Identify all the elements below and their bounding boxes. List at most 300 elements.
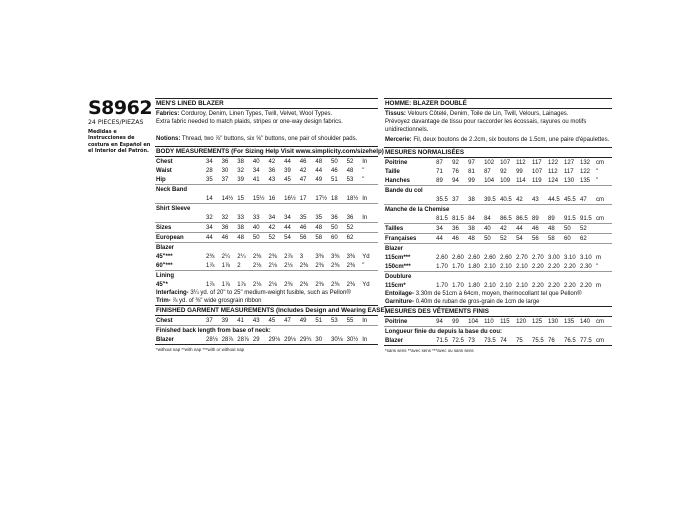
fr-neck-values-label [384,195,436,205]
en-european-value: 56 [300,233,316,243]
en-blazer-45-value: 3⅜ [330,253,340,260]
en-body-0-row [155,157,378,166]
fr-lining-115-unit: m [595,282,601,289]
en-sleeve-values-value: 34 [268,214,276,221]
fr-sizes-value: 48 [548,224,564,234]
en-blazer-45-value: 2⅜ [268,253,277,260]
en-sizes-value: 50 [331,223,347,233]
fr-blazer-115-value: 3.10 [580,254,592,261]
en-neck-values-value: 16 [268,195,276,202]
fr-trim-label: Garniture- [385,299,415,305]
en-finished-blazer-value: 30½ [346,336,359,343]
en-european-row [155,233,378,243]
fr-neck-values-unit: cm [595,196,604,203]
en-blazer-45-unit: Yd [362,253,370,260]
fr-neck-values-value: 37 [452,196,459,203]
fr-european-value: 54 [516,234,532,244]
en-finished-chest-value: 47 [284,317,291,324]
en-sleeve-values-value: 32 [221,214,229,221]
en-sizes-row [155,223,378,233]
fr-body-header: MESURES NORMALISÉES [384,148,612,158]
fr-european-value: 62 [580,234,596,244]
en-finished-blazer-label: Blazer [156,336,175,343]
fr-blazer-150-unit: " [595,263,599,270]
fr-body-2-value: 130 [564,177,575,184]
en-finished-blazer-value: 29¾ [299,336,312,343]
fr-sleeve-section-row [384,205,612,215]
en-back-length-section-label: Finished back length from base of neck: [155,326,378,336]
fr-finished-chest-value: 130 [548,318,559,325]
en-body-0-unit: In [362,158,368,165]
en-european-unit [362,233,378,243]
fr-fabrics [384,109,612,134]
en-lining-45-label: 45"* [156,281,168,288]
fr-blazer-115-value: 2.70 [532,254,544,261]
en-blazer-45-label: 45"*** [156,253,173,260]
fr-sizes-unit [596,224,612,234]
en-finished-blazer-value: 28⅞ [221,336,234,343]
fr-body-0-value: 127 [564,159,575,166]
fr-finished-blazer-value: 71.5 [436,337,448,344]
fr-neck-section-label: Bande du col [384,186,612,196]
fr-lining-115-label: 115cm* [385,282,406,289]
en-finished-chest-value: 55 [346,317,354,324]
fr-finished-chest-value: 104 [468,318,479,325]
fr-finished-chest-value: 110 [484,318,494,325]
fr-european-unit [596,234,612,244]
fr-neck-values-value: 47 [580,196,587,203]
en-neck-values-value: 15½ [252,195,265,202]
en-body-0-value: 40 [252,158,260,165]
en-sleeve-section-label: Shirt Sleeve [155,204,378,214]
fr-body-1-label: Taille [385,168,400,175]
en-finished-blazer-value: 28⅛ [205,336,218,343]
fr-body-1-row [384,167,612,176]
en-body-2-value: 49 [315,176,323,183]
en-interfacing [155,289,378,297]
en-body-0-value: 46 [299,158,307,165]
en-sleeve-values-label [155,213,206,223]
fr-fabrics-extra: Prévoyez davantage de tissu pour raccorder les écossais, rayures ou motifs unidirectionnels. [385,119,587,133]
fr-neck-values-value: 40.5 [500,196,512,203]
en-blazer-60-value: 1⅞ [221,262,230,269]
en-finished-chest-value: 53 [330,317,338,324]
fr-lining-115-value: 2.20 [532,282,544,289]
spanish-note: Medidas e Instrucciones de costura en Español en el Interior del Patrón. [88,129,151,155]
fr-finished-chest-value: 140 [580,318,591,325]
fr-finished-chest-value: 99 [452,318,459,325]
fr-lining-115-value: 1.70 [436,282,448,289]
fr-blazer-115-value: 2.60 [468,254,480,261]
en-finished-blazer-value: 29 [252,336,260,343]
fr-lining-115-value: 2.10 [516,282,528,289]
fr-blazer-150-value: 2.10 [484,263,496,270]
fr-european-value: 44 [436,234,452,244]
fr-blazer-150-value: 1.80 [468,263,480,270]
fr-european-value: 58 [548,234,564,244]
fr-lining-115-value: 2.20 [580,282,592,289]
en-body-1-value: 34 [252,167,260,174]
en-blazer-45-value: 3⅜ [346,253,355,260]
en-body-header: BODY MEASUREMENTS (For Sizing Help Visit www.simplicity.com/sizehelp) [156,148,384,155]
french-column [384,98,612,355]
fr-sleeve-values-row [384,214,612,224]
en-body-2-row [155,175,378,185]
en-sizes-value: 44 [284,223,300,233]
en-footnote: *without nap **with nap ***with or without nap [156,347,245,352]
en-blazer-60-unit: " [362,262,365,269]
pattern-code-block [88,98,154,155]
fr-blazer-section-label: Blazer [384,244,612,254]
en-sleeve-section-row [155,204,378,214]
en-body-2-value: 53 [346,176,354,183]
en-blazer-section-row [155,243,378,253]
fr-lining-115-value: 2.10 [500,282,512,289]
en-blazer-60-value: 2 [237,262,241,269]
fr-sleeve-values-label [384,214,436,224]
en-blazer-60-value: 2⅛ [284,262,293,269]
fr-body-0-value: 107 [500,159,511,166]
fr-lining-section-label: Doublure [384,272,612,282]
en-sleeve-values-value: 35 [315,214,323,221]
fr-body-0-value: 87 [436,159,443,166]
en-blazer-60-value: 2⅛ [268,262,277,269]
fr-body-0-label: Poitrine [385,159,408,166]
en-european-value: 48 [237,233,253,243]
fr-sleeve-values-value: 89 [532,215,539,222]
en-neck-values-value: 14 [205,195,213,202]
fr-body-2-value: 124 [548,177,559,184]
fr-blazer-115-value: 2.60 [484,254,496,261]
en-finished-chest-value: 41 [237,317,244,324]
fr-blazer-150-label: 150cm*** [385,263,411,270]
en-european-value: 52 [268,233,284,243]
en-sleeve-values-value: 33 [237,214,244,221]
en-sizes-value: 36 [222,223,238,233]
en-neck-values-value: 17½ [315,195,328,202]
fr-body-0-value: 112 [516,159,526,166]
en-blazer-60-value: 2⅛ [252,262,262,269]
fr-body-1-value: 117 [564,168,574,175]
fr-blazer-115-value: 3.10 [564,254,576,261]
fr-european-row [384,234,612,244]
fr-european-value: 60 [564,234,580,244]
en-body-2-label: Hip [156,176,166,183]
pattern-number: S8962 [88,97,153,119]
en-body-0-value: 50 [330,158,338,165]
en-body-0-value: 36 [221,158,229,165]
fr-sizes-value: 44 [516,224,532,234]
fr-body-1-value: 112 [548,168,558,175]
en-finished-blazer-value: 29⅛ [268,336,281,343]
en-finished-chest-value: 49 [299,317,307,324]
en-body-1-unit: " [362,167,365,174]
en-lining-45-unit: Yd [362,281,370,288]
fr-finished-table [384,317,612,345]
en-blazer-60-value: 2⅜ [346,262,355,269]
fr-body-0-value: 132 [580,159,591,166]
en-blazer-60-label: 60"*** [156,262,173,269]
fr-body-1-value: 71 [436,168,443,175]
en-body-1-value: 36 [268,167,276,174]
fr-blazer-150-value: 2.10 [516,263,528,270]
en-finished-blazer-value: 28⅞ [237,336,249,343]
fr-sizes-value: 38 [468,224,484,234]
fr-blazer-150-value: 2.20 [548,263,560,270]
en-body-1-value: 46 [330,167,338,174]
fr-blazer-150-value: 1.70 [436,263,448,270]
en-sizes-value: 48 [315,223,331,233]
fr-sleeve-values-value: 84 [468,215,475,222]
fr-blazer-150-value: 2.30 [580,263,592,270]
en-neck-values-value: 18 [330,195,338,202]
en-body-2-value: 35 [205,176,213,183]
fr-body-1-value: 81 [468,168,475,175]
fr-neck-values-value: 42 [516,196,523,203]
fr-back-length-section-row [384,327,612,337]
en-blazer-45-value: 2⅜ [252,253,262,260]
fr-finished-blazer-value: 75 [516,337,523,344]
fr-neck-values-value: 43 [532,196,539,203]
fr-finished-blazer-value: 76.5 [564,337,576,344]
fr-body-2-value: 135 [580,177,591,184]
fr-interfacing [384,290,612,298]
fr-body-2-value: 89 [436,177,443,184]
fr-sizes-value: 46 [532,224,548,234]
fr-body-0-row [384,158,612,167]
en-sleeve-values-value: 36 [330,214,338,221]
en-finished-blazer-row [155,335,378,344]
en-finished-chest-value: 37 [205,317,213,324]
en-title: MEN'S LINED BLAZER [155,98,378,109]
en-fabrics-label: Fabrics: [156,111,180,117]
en-body-1-row [155,166,378,175]
en-blazer-60-value: 2⅜ [299,262,309,269]
fr-blazer-150-value: 1.70 [452,263,464,270]
en-body-0-label: Chest [156,158,173,165]
fr-interfacing-label: Entoilage- [385,291,415,297]
fr-finished-chest-value: 135 [564,318,575,325]
fr-body-0-value: 97 [468,159,475,166]
fr-body-0-unit: cm [595,159,604,166]
en-body-0-value: 52 [346,158,354,165]
en-blazer-45-row [155,252,378,261]
en-trim-text: ⅞ yd. of ⅜" wide grosgrain ribbon [172,298,262,304]
en-body-2-value: 39 [237,176,244,183]
en-blazer-45-value: 3 [299,253,304,260]
en-lining-45-row [155,280,378,289]
en-body-1-value: 48 [346,167,354,174]
en-body-0-value: 38 [237,158,244,165]
en-fabrics [155,109,378,126]
fr-body-1-value: 76 [452,168,459,175]
en-lining-45-value: 1⅞ [205,281,215,288]
fr-sizes-row [384,224,612,234]
en-interfacing-text: 3¼ yd. of 20" to 25" medium-weight fusible, such as Pellon® [190,290,351,296]
fr-notions-label: Mercerie: [385,137,412,143]
en-sleeve-values-value: 36 [346,214,354,221]
en-neck-values-value: 18½ [346,195,359,202]
en-trim [155,297,378,305]
en-notions-text: Thread, two ⅞" buttons, six ⅝" buttons, one pair of shoulder pads. [181,136,358,142]
fr-body-0-value: 102 [484,159,495,166]
en-finished-blazer-value: 30⅛ [330,336,343,343]
fr-finished-header: MESURES DES VÊTEMENTS FINIS [384,306,612,317]
fr-sleeve-values-value: 86.5 [500,215,512,222]
en-body-2-value: 47 [299,176,307,183]
fr-neck-values-value: 38 [468,196,475,203]
en-european-label: European [155,233,206,243]
fr-body-2-value: 114 [516,177,526,184]
fr-finished-blazer-unit: cm [595,337,604,344]
fr-body-0-value: 122 [548,159,559,166]
fr-body-2-value: 109 [500,177,511,184]
fr-trim [384,298,612,306]
fr-lining-section-row [384,272,612,282]
en-neck-values-value: 16½ [284,195,296,202]
fr-blazer-section-row [384,244,612,254]
fr-neck-values-value: 44.5 [548,196,560,203]
en-blazer-60-row [155,261,378,271]
fr-fabrics-label: Tissus: [385,111,406,117]
en-blazer-45-value: 2⅜ [205,253,215,260]
fr-finished-blazer-value: 74 [500,337,507,344]
pattern-pieces: 24 PIECES/PIEZAS [88,119,144,126]
fr-blazer-115-value: 2.70 [516,254,528,261]
en-neck-values-value: 14½ [221,195,234,202]
fr-sleeve-values-value: 81.5 [452,215,464,222]
en-sleeve-values-value: 34 [284,214,291,221]
fr-sleeve-values-unit: cm [595,215,604,222]
en-body-1-value: 44 [315,167,323,174]
fr-finished-blazer-value: 72.5 [452,337,464,344]
en-body-1-value: 32 [237,167,244,174]
fr-body-1-value: 107 [532,168,543,175]
en-blazer-section-label: Blazer [155,243,378,253]
fr-sleeve-values-value: 89 [548,215,555,222]
fr-blazer-115-row [384,253,612,262]
fr-neck-values-value: 39.5 [484,196,496,203]
fr-body-2-value: 94 [452,177,459,184]
en-lining-45-value: 2⅛ [252,281,262,288]
fr-trim-text: 0.40m de ruban de gros-grain de 1cm de large [415,299,540,305]
fr-sizes-value: 36 [452,224,468,234]
en-blazer-45-value: 2¼ [237,253,246,260]
en-notions [155,126,378,147]
fr-finished-chest-value: 125 [532,318,543,325]
fr-blazer-115-value: 2.60 [436,254,448,261]
en-sleeve-values-value: 32 [205,214,213,221]
en-neck-values-value: 15 [237,195,244,202]
fr-fabrics-list: Velours Côtelé, Denim, Toile de Lin, Twill, Velours, Lainages. [407,111,569,117]
fr-body-2-value: 119 [532,177,542,184]
en-back-length-section-row [155,326,378,336]
fr-blazer-150-value: 2.20 [532,263,544,270]
en-blazer-60-value: 2⅜ [315,262,324,269]
fr-finished-blazer-label: Blazer [385,337,404,344]
en-european-value: 54 [284,233,300,243]
en-finished-blazer-unit: In [362,336,368,343]
fr-neck-values-row [384,195,612,205]
en-blazer-45-value: 2⅞ [284,253,293,260]
en-sizes-label: Sizes [155,223,206,233]
en-european-value: 60 [331,233,347,243]
en-sizes-unit [362,223,378,233]
fr-lining-115-value: 1.70 [452,282,464,289]
fr-finished-chest-unit: cm [595,318,604,325]
en-finished-chest-value: 39 [221,317,229,324]
en-interfacing-label: Interfacing- [156,290,189,296]
en-sleeve-values-value: 33 [252,214,260,221]
fr-finished-blazer-value: 77.5 [580,337,592,344]
fr-notions [384,134,612,148]
en-finished-chest-unit: In [362,317,368,324]
fr-sizes-value: 42 [500,224,516,234]
fr-lining-115-value: 2.20 [548,282,560,289]
en-trim-label: Trim- [156,298,171,304]
fr-body-2-label: Hanches [385,177,411,184]
en-european-value: 58 [315,233,331,243]
en-notions-label: Notions: [156,136,181,142]
en-body-1-value: 28 [205,167,213,174]
fr-finished-blazer-value: 75.5 [532,337,544,344]
fr-finished-chest-value: 94 [436,318,443,325]
en-measurements-table [155,157,378,289]
en-body-2-value: 37 [221,176,229,183]
fr-blazer-150-row [384,262,612,272]
fr-neck-values-value: 35.5 [436,196,448,203]
en-body-0-value: 42 [268,158,276,165]
en-body-1-value: 30 [221,167,229,174]
fr-body-2-row [384,176,612,186]
en-body-0-value: 44 [284,158,291,165]
en-body-0-value: 48 [315,158,323,165]
en-european-value: 44 [206,233,222,243]
en-neck-section-row [155,185,378,195]
fr-finished-chest-row [384,317,612,327]
en-sizes-value: 34 [206,223,222,233]
fr-lining-115-row [384,281,612,290]
en-lining-45-value: 2⅜ [284,281,293,288]
en-finished-chest-row [155,316,378,326]
fr-sleeve-section-label: Manche de la Chemise [384,205,612,215]
fr-finished-blazer-value: 76 [548,337,555,344]
en-sizes-value: 46 [300,223,316,233]
fr-body-1-value: 92 [500,168,507,175]
fr-sleeve-values-value: 91.5 [580,215,592,222]
fr-lining-115-value: 1.80 [468,282,480,289]
fr-blazer-115-value: 2.60 [452,254,464,261]
fr-finished-blazer-row [384,336,612,345]
fr-notions-text: Fil, deux boutons de 2.2cm, six boutons de 1.5cm, une paire d'épaulettes. [413,137,610,143]
fr-body-0-value: 92 [452,159,459,166]
fr-measurements-table [384,158,612,290]
fr-european-value: 46 [452,234,468,244]
en-lining-45-value: 2⅜ [330,281,340,288]
fr-lining-115-value: 2.10 [484,282,496,289]
en-lining-45-value: 2⅜ [299,281,309,288]
fr-neck-section-row [384,186,612,196]
fr-title: HOMME: BLAZER DOUBLÉ [384,98,612,109]
en-body-2-unit: " [362,176,365,183]
fr-sleeve-values-value: 86.5 [516,215,528,222]
fr-european-label: Françaises [384,234,436,244]
fr-body-1-value: 122 [580,168,591,175]
fr-european-value: 50 [484,234,500,244]
fr-interfacing-text: 3.30m de 51cm à 64cm, moyen, thermocollant tel que Pellon® [415,291,582,297]
en-finished-chest-label: Chest [156,317,173,324]
fr-neck-values-value: 45.5 [564,196,576,203]
